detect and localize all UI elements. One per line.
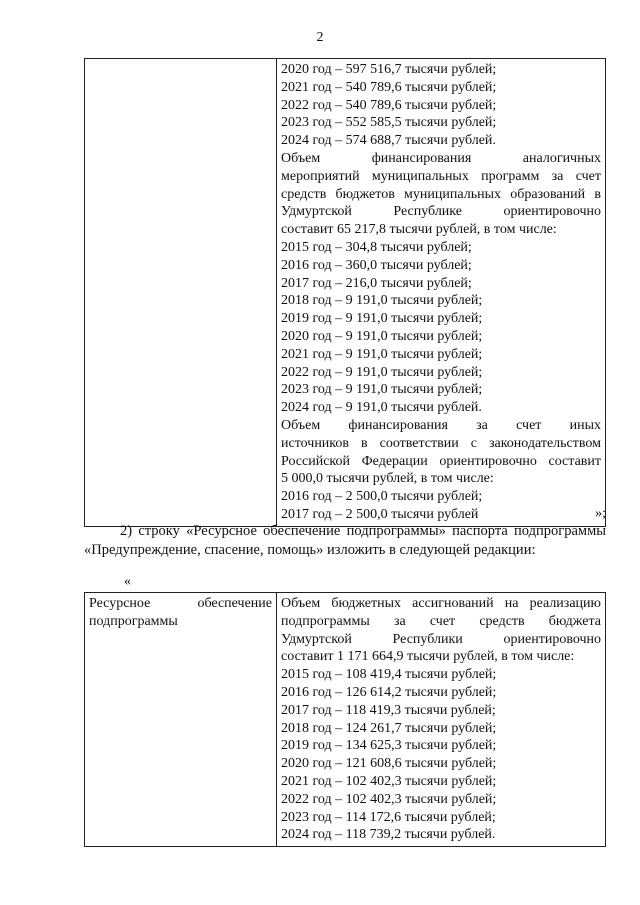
- resource-table-continued: [84, 58, 606, 527]
- page-number: 2: [316, 30, 324, 45]
- text-line: 2023 год – 552 585,5 тысячи рублей;: [281, 115, 497, 131]
- amendment-paragraph: [84, 522, 606, 560]
- text-line: 2015 год – 304,8 тысячи рублей;: [281, 239, 472, 255]
- text-line: составит 1 171 664,9 тысячи рублей, в том числе:: [281, 649, 575, 665]
- text-line: средств бюджетов муниципальных образований в: [281, 186, 601, 202]
- text-line: Удмуртской Республике ориентировочно: [281, 204, 601, 220]
- resource-table-new: [84, 592, 606, 847]
- text-line: Объем бюджетных ассигнований на реализацию: [281, 596, 601, 611]
- text-line: мероприятий муниципальных программ за счет: [281, 168, 601, 184]
- text-line: 2024 год – 9 191,0 тысячи рублей.: [281, 400, 482, 416]
- text-line: 2019 год – 9 191,0 тысячи рублей;: [281, 311, 483, 327]
- row-heading-cell: Ресурсное обеспечение подпрограммы: [85, 593, 277, 847]
- text-line: Объем финансирования аналогичных: [281, 150, 601, 166]
- text-line: 2021 год – 540 789,6 тысячи рублей;: [281, 79, 497, 95]
- text-line: 2020 год – 597 516,7 тысячи рублей;: [281, 62, 497, 77]
- text-line: 2016 год – 2 500,0 тысячи рублей;: [281, 489, 483, 505]
- text-line: 2016 год – 360,0 тысячи рублей;: [281, 257, 472, 273]
- text-line: 5 000,0 тысячи рублей, в том числе:: [281, 471, 494, 487]
- text-line: подпрограммы за счет средств бюджета: [281, 613, 601, 629]
- text-line: 2017 год – 216,0 тысячи рублей;: [281, 275, 472, 291]
- text-line: 2023 год – 9 191,0 тысячи рублей;: [281, 382, 483, 398]
- text-line: 2019 год – 134 625,3 тысячи рублей;: [281, 738, 497, 754]
- text-line: 2015 год – 108 419,4 тысячи рублей;: [281, 667, 497, 683]
- text-line: 2017 год – 118 419,3 тысячи рублей;: [281, 702, 496, 718]
- text-line: 2020 год – 9 191,0 тысячи рублей;: [281, 328, 483, 344]
- funding-text-cell: [277, 593, 606, 847]
- text-line: 2020 год – 121 608,6 тысячи рублей;: [281, 756, 497, 772]
- text-line: Российской Федерации ориентировочно составит: [281, 453, 601, 469]
- text-line: 2016 год – 126 614,2 тысячи рублей;: [281, 684, 497, 700]
- text-line: составит 65 217,8 тысячи рублей, в том числе:: [281, 222, 557, 238]
- empty-left-cell: [85, 59, 277, 527]
- text-line: 2024 год – 574 688,7 тысячи рублей.: [281, 133, 496, 149]
- text-line: Объем финансирования за счет иных: [281, 417, 601, 433]
- funding-text-cell: [277, 59, 606, 527]
- text-line: 2018 год – 124 261,7 тысячи рублей;: [281, 720, 497, 736]
- text-line: 2021 год – 9 191,0 тысячи рублей;: [281, 346, 483, 362]
- opening-quote: «: [124, 574, 131, 589]
- text-line: Удмуртской Республики ориентировочно: [281, 631, 601, 647]
- table-row: [85, 593, 606, 847]
- text-line: 2024 год – 118 739,2 тысячи рублей.: [281, 827, 496, 843]
- closing-quote: »;: [595, 506, 606, 521]
- text-line: 2022 год – 540 789,6 тысячи рублей;: [281, 97, 497, 113]
- text-line: 2021 год – 102 402,3 тысячи рублей;: [281, 773, 497, 789]
- text-line: источников в соответствии с законодательством: [281, 435, 601, 451]
- text-line: 2022 год – 9 191,0 тысячи рублей;: [281, 364, 483, 380]
- text-line: 2017 год – 2 500,0 тысячи рублей: [281, 506, 479, 522]
- table-row: [85, 59, 606, 527]
- text-line: 2023 год – 114 172,6 тысячи рублей;: [281, 809, 496, 825]
- text-line: 2018 год – 9 191,0 тысячи рублей;: [281, 293, 483, 309]
- paragraph-text: 2) строку «Ресурсное обеспечение подпрограммы» паспорта подпрограммы «Предупреждение, спасение, помощь» изложить в следующей редакции:: [84, 523, 606, 558]
- text-line: 2022 год – 102 402,3 тысячи рублей;: [281, 791, 497, 807]
